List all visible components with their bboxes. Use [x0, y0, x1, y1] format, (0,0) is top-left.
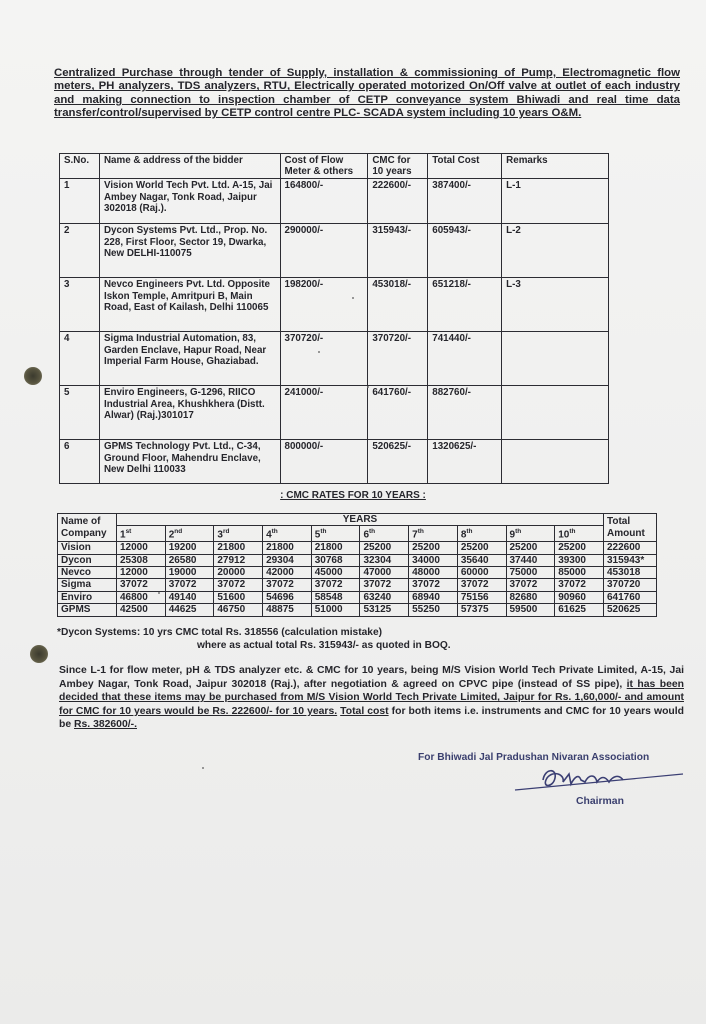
bidder-remarks: L-2	[502, 224, 609, 278]
bidder-cmc: 370720/-	[368, 332, 428, 386]
bidder-row	[60, 224, 609, 278]
cmc-year-value: 37072	[360, 579, 409, 591]
bidder-remarks	[502, 332, 609, 386]
cmc-year-value: 37072	[311, 579, 360, 591]
bidder-sno: 3	[60, 278, 100, 332]
cmc-header-years: YEARS	[117, 514, 604, 526]
cmc-year: 6th	[360, 526, 409, 542]
cmc-company: Nevco	[58, 566, 117, 578]
cmc-year-value: 26580	[165, 554, 214, 566]
document-heading: Centralized Purchase through tender of Supply, installation & commissioning of Pump, Electromagnetic flow meters, PH analyzers, TDS analyzers, RTU, Electrically operated motorized On/Off valve at outlet of each industry and making connection to inspection chamber of CETP conveyance system Bhiwadi and real time data transfer/control/supervised by CETP control centre PLC- SCADA system including 10 years O&M.	[54, 67, 680, 120]
cmc-year: 5th	[311, 526, 360, 542]
bidder-cost: 290000/-	[280, 224, 368, 278]
bidder-cmc: 520625/-	[368, 440, 428, 484]
bidder-row	[60, 332, 609, 386]
cmc-year-value: 58548	[311, 591, 360, 603]
cmc-total: 315943*	[604, 554, 657, 566]
cmc-year-value: 39300	[555, 554, 604, 566]
bidder-total: 387400/-	[428, 179, 502, 224]
cmc-year-value: 61625	[555, 604, 604, 616]
bidder-remarks	[502, 440, 609, 484]
association-name: For Bhiwadi Jal Pradushan Nivaran Association	[418, 752, 650, 763]
bidder-row	[60, 440, 609, 484]
cmc-company: Dycon	[58, 554, 117, 566]
cmc-year-value: 19000	[165, 566, 214, 578]
bidder-name-address: Enviro Engineers, G-1296, RIICO Industrial Area, Khushkhera (Distt. Alwar) (Raj.)301017	[99, 386, 280, 440]
cmc-year-value: 75156	[457, 591, 506, 603]
cmc-year-value: 37072	[263, 579, 312, 591]
bidder-sno: 4	[60, 332, 100, 386]
bidders-header-row	[60, 154, 609, 179]
bidder-remarks: L-3	[502, 278, 609, 332]
handwritten-signature	[505, 760, 685, 796]
bidder-sno: 6	[60, 440, 100, 484]
header-remarks: Remarks	[502, 154, 609, 179]
bidder-row	[60, 179, 609, 224]
cmc-year-value: 19200	[165, 542, 214, 554]
bidder-total: 651218/-	[428, 278, 502, 332]
cmc-year-value: 21800	[214, 542, 263, 554]
cmc-company: Enviro	[58, 591, 117, 603]
cmc-total: 641760	[604, 591, 657, 603]
cmc-row	[58, 554, 657, 566]
cmc-year-value: 59500	[506, 604, 555, 616]
cmc-total: 370720	[604, 579, 657, 591]
cmc-year-value: 42000	[263, 566, 312, 578]
paper-speck	[352, 297, 354, 299]
cmc-year-value: 55250	[409, 604, 458, 616]
bidder-row	[60, 386, 609, 440]
cmc-year-value: 90960	[555, 591, 604, 603]
cmc-year-value: 25200	[409, 542, 458, 554]
cmc-header-company: Name of Company	[58, 514, 117, 542]
paragraph-total-cost-text: for both items i.e. instruments and CMC for 10 years would be	[59, 705, 684, 731]
cmc-year-value: 37072	[506, 579, 555, 591]
cmc-row	[58, 604, 657, 616]
cmc-year-value: 53125	[360, 604, 409, 616]
paper-speck	[318, 351, 320, 353]
bidder-cmc: 453018/-	[368, 278, 428, 332]
cmc-year-value: 35640	[457, 554, 506, 566]
cmc-year-value: 25308	[117, 554, 166, 566]
cmc-year-value: 46800	[117, 591, 166, 603]
cmc-year-value: 48875	[263, 604, 312, 616]
cmc-row	[58, 542, 657, 554]
bidder-name-address: GPMS Technology Pvt. Ltd., C-34, Ground Floor, Mahendru Enclave, New Delhi 110033	[99, 440, 280, 484]
bidder-total: 741440/-	[428, 332, 502, 386]
dycon-calculation-note	[57, 626, 451, 652]
punch-hole	[30, 645, 48, 663]
bidders-table	[59, 153, 609, 484]
decision-paragraph	[59, 664, 684, 732]
cmc-header-row	[58, 514, 657, 526]
bidder-row	[60, 278, 609, 332]
cmc-year-value: 60000	[457, 566, 506, 578]
cmc-year-value: 37072	[165, 579, 214, 591]
cmc-company: Vision	[58, 542, 117, 554]
cmc-total: 222600	[604, 542, 657, 554]
bidder-cost: 241000/-	[280, 386, 368, 440]
cmc-year-value: 49140	[165, 591, 214, 603]
paragraph-intro: Since L-1 for flow meter, pH & TDS analyzer etc. & CMC for 10 years, being M/S Vision World Tech Private Limited, A-15, Jai Ambey Nagar, Tonk Road, Jaipur 302018 (Raj.), after negotiation & agreed on CPVC pipe (instead of SS pipe),	[59, 665, 684, 690]
cmc-year-value: 37072	[409, 579, 458, 591]
cmc-year-value: 63240	[360, 591, 409, 603]
header-cmc-10-years: CMC for 10 years	[368, 154, 428, 179]
cmc-year: 8th	[457, 526, 506, 542]
cmc-company: Sigma	[58, 579, 117, 591]
bidder-total: 1320625/-	[428, 440, 502, 484]
cmc-year: 2nd	[165, 526, 214, 542]
header-cost-flow-meter: Cost of Flow Meter & others	[280, 154, 368, 179]
cmc-year-value: 25200	[360, 542, 409, 554]
paper-speck	[158, 592, 160, 594]
cmc-year-value: 27912	[214, 554, 263, 566]
bidder-cmc: 315943/-	[368, 224, 428, 278]
header-name-address: Name & address of the bidder	[99, 154, 280, 179]
paragraph-total-amount: Rs. 382600/-.	[74, 719, 137, 731]
cmc-year-value: 46750	[214, 604, 263, 616]
dycon-note-line1: *Dycon Systems: 10 yrs CMC total Rs. 318556 (calculation mistake)	[57, 627, 383, 638]
cmc-year-value: 25200	[506, 542, 555, 554]
cmc-year-value: 68940	[409, 591, 458, 603]
cmc-year-value: 29304	[263, 554, 312, 566]
cmc-year: 9th	[506, 526, 555, 542]
bidder-name-address: Dycon Systems Pvt. Ltd., Prop. No. 228, First Floor, Sector 19, Dwarka, New DELHI-110075	[99, 224, 280, 278]
cmc-year-value: 12000	[117, 542, 166, 554]
cmc-year-value: 75000	[506, 566, 555, 578]
bidder-sno: 5	[60, 386, 100, 440]
bidder-total: 605943/-	[428, 224, 502, 278]
cmc-total: 520625	[604, 604, 657, 616]
cmc-rates-title: : CMC RATES FOR 10 YEARS :	[280, 490, 426, 501]
cmc-year-value: 48000	[409, 566, 458, 578]
cmc-year-value: 30768	[311, 554, 360, 566]
cmc-year-value: 85000	[555, 566, 604, 578]
bidder-name-address: Vision World Tech Pvt. Ltd. A-15, Jai Ambey Nagar, Tonk Road, Jaipur 302018 (Raj.).	[99, 179, 280, 224]
paper-speck	[367, 386, 369, 388]
bidder-name-address: Nevco Engineers Pvt. Ltd. Opposite Iskon Temple, Amritpuri B, Main Road, East of Kailash, Delhi 110065	[99, 278, 280, 332]
cmc-year: 4th	[263, 526, 312, 542]
cmc-year-value: 44625	[165, 604, 214, 616]
cmc-year-value: 57375	[457, 604, 506, 616]
bidder-remarks: L-1	[502, 179, 609, 224]
bidder-cost: 198200/-	[280, 278, 368, 332]
cmc-year-value: 32304	[360, 554, 409, 566]
paragraph-total-cost-label: Total cost	[340, 705, 389, 717]
cmc-year-value: 82680	[506, 591, 555, 603]
dycon-note-line2: where as actual total Rs. 315943/- as quoted in BOQ.	[197, 640, 451, 651]
cmc-rates-table	[57, 513, 657, 617]
chairman-designation: Chairman	[576, 796, 624, 807]
cmc-total: 453018	[604, 566, 657, 578]
bidder-cmc: 222600/-	[368, 179, 428, 224]
cmc-year: 1st	[117, 526, 166, 542]
cmc-year-value: 42500	[117, 604, 166, 616]
cmc-year: 10th	[555, 526, 604, 542]
paragraph-decision: it has been decided that these items may be purchased from M/S Vision World Tech Private Limited, Jaipur for Rs. 1,60,000/- and amount for CMC for 10 years would be Rs. 222600/- for 10 years.	[59, 678, 684, 717]
cmc-year-value: 37072	[214, 579, 263, 591]
cmc-company: GPMS	[58, 604, 117, 616]
cmc-year-value: 25200	[457, 542, 506, 554]
cmc-year-value: 37440	[506, 554, 555, 566]
paper-speck	[202, 767, 204, 769]
cmc-year-row	[58, 526, 657, 542]
cmc-year-value: 20000	[214, 566, 263, 578]
cmc-row	[58, 579, 657, 591]
bidder-total: 882760/-	[428, 386, 502, 440]
cmc-year-value: 25200	[555, 542, 604, 554]
cmc-year-value: 54696	[263, 591, 312, 603]
cmc-year-value: 12000	[117, 566, 166, 578]
bidder-name-address: Sigma Industrial Automation, 83, Garden Enclave, Hapur Road, Near Imperial Farm House, Ghaziabad.	[99, 332, 280, 386]
header-sno: S.No.	[60, 154, 100, 179]
cmc-year-value: 51000	[311, 604, 360, 616]
bidder-remarks	[502, 386, 609, 440]
bidder-cmc: 641760/-	[368, 386, 428, 440]
cmc-year-value: 34000	[409, 554, 458, 566]
cmc-year: 3rd	[214, 526, 263, 542]
cmc-year-value: 21800	[263, 542, 312, 554]
bidder-sno: 1	[60, 179, 100, 224]
cmc-row	[58, 566, 657, 578]
cmc-year-value: 37072	[117, 579, 166, 591]
cmc-year-value: 51600	[214, 591, 263, 603]
cmc-year-value: 47000	[360, 566, 409, 578]
cmc-year-value: 37072	[457, 579, 506, 591]
bidder-cost: 370720/-	[280, 332, 368, 386]
bidder-cost: 164800/-	[280, 179, 368, 224]
cmc-year-value: 37072	[555, 579, 604, 591]
cmc-year-value: 45000	[311, 566, 360, 578]
bidder-sno: 2	[60, 224, 100, 278]
punch-hole	[24, 367, 42, 385]
cmc-row	[58, 591, 657, 603]
cmc-year: 7th	[409, 526, 458, 542]
cmc-year-value: 21800	[311, 542, 360, 554]
header-total-cost: Total Cost	[428, 154, 502, 179]
cmc-header-total: Total Amount	[604, 514, 657, 542]
bidder-cost: 800000/-	[280, 440, 368, 484]
